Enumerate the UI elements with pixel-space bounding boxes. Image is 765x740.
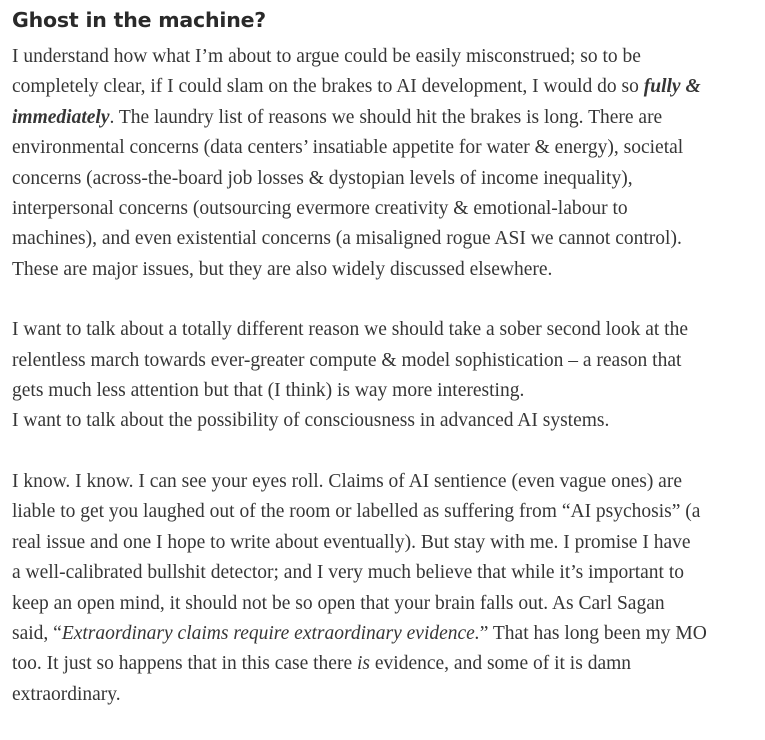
text-line: concerns (across-the-board job losses & dystopian levels of income inequality), bbox=[12, 167, 633, 189]
text-line: extraordinary. bbox=[12, 683, 121, 705]
emphasis-text: is bbox=[356, 653, 370, 675]
text-line: a well-calibrated bullshit detector; and I very much believe that while it’s important to bbox=[12, 562, 684, 584]
text-line: real issue and one I hope to write about eventually). But stay with me. I promise I have bbox=[12, 531, 691, 553]
paragraph-evidence bbox=[12, 467, 752, 710]
paragraph-consciousness bbox=[12, 315, 752, 437]
paragraph-intro bbox=[12, 42, 752, 285]
text-line: I know. I know. I can see your eyes roll. Claims of AI sentience (even vague ones) are bbox=[12, 470, 682, 492]
emphasis-text: immediately bbox=[12, 106, 110, 128]
text-line: too. It just so happens that in this case there is evidence, and some of it is damn bbox=[12, 653, 632, 675]
text-line: relentless march towards ever-greater compute & model sophistication – a reason that bbox=[12, 349, 682, 371]
quote-text: Extraordinary claims require extraordinary evidence. bbox=[61, 622, 480, 644]
text-line: completely clear, if I could slam on the brakes to AI development, I would do so fully & bbox=[12, 76, 701, 98]
article bbox=[12, 4, 752, 740]
text-line: said, “Extraordinary claims require extraordinary evidence.” That has long been my MO bbox=[12, 622, 707, 644]
article-heading: Ghost in the machine? bbox=[12, 8, 266, 32]
text-line: keep an open mind, it should not be so open that your brain falls out. As Carl Sagan bbox=[12, 592, 665, 614]
text-line: liable to get you laughed out of the room or labelled as suffering from “AI psychosis” (a bbox=[12, 501, 701, 523]
text-line: environmental concerns (data centers’ insatiable appetite for water & energy), societal bbox=[12, 137, 684, 159]
text-line: I want to talk about a totally different reason we should take a sober second look at the bbox=[12, 319, 688, 341]
text-line: I understand how what I’m about to argue could be easily misconstrued; so to be bbox=[12, 46, 641, 67]
text-line: These are major issues, but they are also widely discussed elsewhere. bbox=[12, 258, 553, 280]
emphasis-text: fully & bbox=[643, 76, 701, 98]
text-line: immediately. The laundry list of reasons we should hit the brakes is long. There are bbox=[12, 106, 663, 128]
text-line: interpersonal concerns (outsourcing evermore creativity & emotional-labour to bbox=[12, 198, 628, 220]
text-line: I want to talk about the possibility of consciousness in advanced AI systems. bbox=[12, 410, 610, 432]
text-line: gets much less attention but that (I think) is way more interesting. bbox=[12, 380, 525, 402]
text-line: machines), and even existential concerns (a misaligned rogue ASI we cannot control). bbox=[12, 228, 682, 250]
